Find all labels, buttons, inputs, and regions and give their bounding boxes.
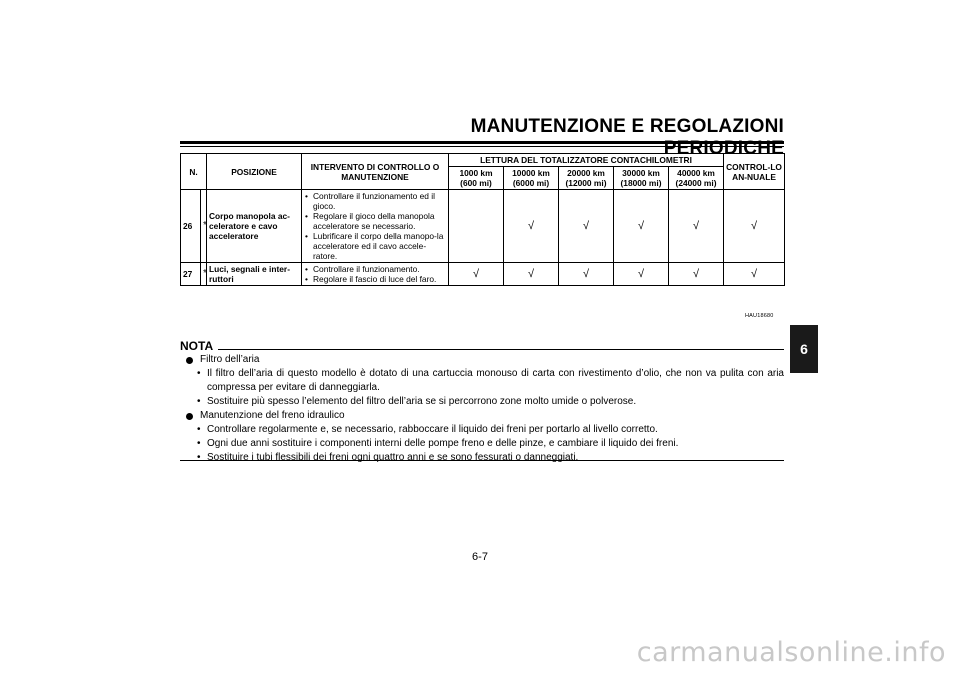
intervento-item: • Lubrificare il corpo della manopo-la acceleratore ed il cavo accele-ratore.	[313, 231, 446, 261]
check-cell: √	[614, 263, 669, 286]
row-number: 26	[181, 190, 201, 263]
title-rule	[180, 141, 784, 144]
header-controllo-annuale: CONTROL-LO AN-NUALE	[724, 154, 785, 190]
nota-item	[186, 353, 784, 367]
header-km-1: 10000 km (6000 mi)	[504, 167, 559, 190]
dealer-star: *	[201, 190, 207, 263]
nota-item-label: Manutenzione del freno idraulico	[200, 410, 345, 421]
check-cell	[449, 190, 504, 263]
nota-item-label: Filtro dell’aria	[200, 354, 260, 365]
row-number: 27	[181, 263, 201, 286]
nota-sub-item: • Sostituire i tubi flessibili dei freni ogni quattro anni e se sono fessurati o danneggiati.	[186, 451, 784, 465]
chapter-tab[interactable]: 6	[790, 325, 818, 373]
dealer-star: *	[201, 263, 207, 286]
check-cell: √	[504, 263, 559, 286]
check-cell: √	[504, 190, 559, 263]
title-rule-thin	[180, 146, 784, 147]
header-posizione: POSIZIONE	[207, 154, 302, 190]
nota-sub-item: • Sostituire più spesso l’elemento del filtro dell’aria se si percorrono zone molto umide o polverose.	[186, 395, 784, 409]
nota-end-rule	[180, 460, 784, 461]
nota-sub-item: • Controllare regolarmente e, se necessario, rabboccare il liquido dei freni per portarlo al livello corretto.	[186, 423, 784, 437]
bullet-dot-icon	[186, 357, 193, 364]
row-posizione: Corpo manopola ac-celeratore e cavo acceleratore	[207, 190, 302, 263]
nota-sub-item: • Il filtro dell’aria di questo modello è dotato di una cartuccia monouso di carta con rivestimento d’olio, che non va pulita con aria compressa per evitare di danneggiarla.	[186, 367, 784, 395]
page-number: 6-7	[472, 551, 488, 563]
check-cell: √	[669, 263, 724, 286]
row-posizione: Luci, segnali e inter-ruttori	[207, 263, 302, 286]
bullet-dot-icon	[186, 413, 193, 420]
header-intervento: INTERVENTO DI CONTROLLO O MANUTENZIONE	[302, 154, 449, 190]
header-n: N.	[181, 154, 207, 190]
header-km-2: 20000 km (12000 mi)	[559, 167, 614, 190]
intervento-item: • Controllare il funzionamento ed il gioco.	[313, 191, 446, 211]
check-cell: √	[559, 263, 614, 286]
header-km-0: 1000 km (600 mi)	[449, 167, 504, 190]
table-row	[181, 190, 785, 263]
intervento-item: • Regolare il gioco della manopola acceleratore se necessario.	[313, 211, 446, 231]
check-cell: √	[724, 190, 785, 263]
row-interventi	[302, 263, 449, 286]
nota-heading: NOTA	[180, 339, 214, 353]
nota-body	[186, 353, 784, 465]
check-cell: √	[449, 263, 504, 286]
nota-sub-item: • Ogni due anni sostituire i componenti interni delle pompe freno e delle pinze, e cambiare il liquido dei freni.	[186, 437, 784, 451]
header-km-4: 40000 km (24000 mi)	[669, 167, 724, 190]
header-lettura: LETTURA DEL TOTALIZZATORE CONTACHILOMETRI	[449, 154, 724, 167]
reference-code: HAU18680	[745, 313, 774, 319]
table-row	[181, 263, 785, 286]
check-cell: √	[724, 263, 785, 286]
row-interventi	[302, 190, 449, 263]
intervento-item: • Regolare il fascio di luce del faro.	[313, 274, 446, 284]
check-cell: √	[669, 190, 724, 263]
header-km-3: 30000 km (18000 mi)	[614, 167, 669, 190]
intervento-item: • Controllare il funzionamento.	[313, 264, 446, 274]
maintenance-table	[180, 153, 785, 286]
watermark: carmanualsonline.info	[636, 637, 946, 668]
nota-item	[186, 409, 784, 423]
check-cell: √	[559, 190, 614, 263]
page-title: MANUTENZIONE E REGOLAZIONI PERIODICHE	[470, 116, 784, 159]
check-cell: √	[614, 190, 669, 263]
nota-rule	[218, 349, 784, 350]
